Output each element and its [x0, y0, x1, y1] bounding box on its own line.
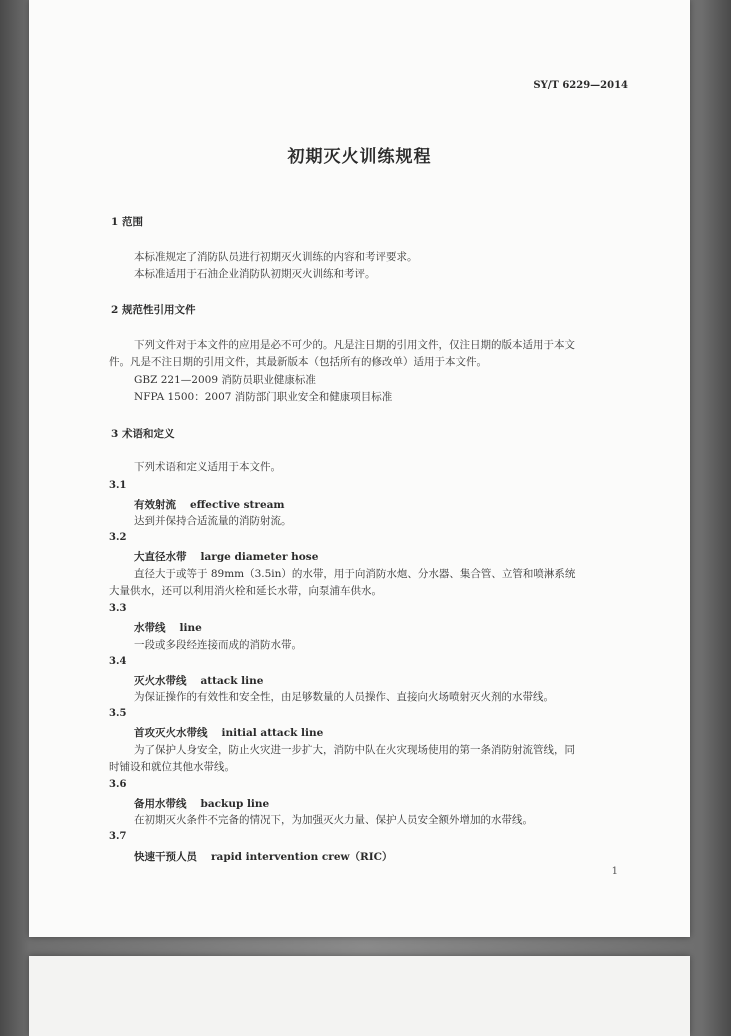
- section-heading-scope: 1 范围: [111, 216, 143, 228]
- scope-line-1: 本标准规定了消防队员进行初期灭火训练的内容和考评要求。: [134, 251, 418, 263]
- term-heading: [134, 796, 269, 811]
- term-heading: [134, 849, 393, 864]
- terms-intro: 下列术语和定义适用于本文件。: [134, 461, 281, 473]
- term-heading: [134, 497, 285, 512]
- term-definition-cont: 时铺设和就位其他水带线。: [109, 761, 235, 773]
- reference-item-1: GBZ 221—2009 消防员职业健康标准: [134, 374, 316, 386]
- term-en: rapid intervention crew（RIC）: [211, 851, 393, 863]
- term-zh: 灭火水带线: [134, 675, 187, 687]
- term-zh: 备用水带线: [134, 798, 187, 810]
- term-zh: 大直径水带: [134, 551, 187, 563]
- term-zh: 快速干预人员: [134, 851, 197, 863]
- references-intro-line-1: 下列文件对于本文件的应用是必不可少的。凡是注日期的引用文件，仅注日期的版本适用于本文: [134, 339, 575, 351]
- term-number: 3.6: [109, 779, 127, 790]
- term-en: line: [179, 622, 202, 634]
- term-heading: [134, 673, 263, 688]
- term-definition: 一段或多段经连接而成的消防水带。: [134, 639, 302, 651]
- term-definition: 为保证操作的有效性和安全性，由足够数量的人员操作、直接向火场喷射灭火剂的水带线。: [134, 691, 554, 703]
- term-number: 3.5: [109, 708, 127, 719]
- section-heading-terms: 3 术语和定义: [111, 428, 175, 440]
- term-number: 3.3: [109, 603, 127, 614]
- term-definition-cont: 大量供水，还可以利用消火栓和延长水带，向泵浦车供水。: [109, 585, 382, 597]
- standard-number: SY/T 6229—2014: [533, 80, 628, 91]
- term-definition: 达到并保持合适流量的消防射流。: [134, 515, 292, 527]
- page-number: 1: [611, 866, 618, 877]
- term-number: 3.7: [109, 831, 127, 842]
- section-heading-references: 2 规范性引用文件: [111, 304, 196, 316]
- term-number: 3.1: [109, 480, 127, 491]
- term-heading: [134, 549, 318, 564]
- term-definition: 为了保护人身安全，防止火灾进一步扩大，消防中队在火灾现场使用的第一条消防射流管线，同: [134, 744, 575, 756]
- document-page: [29, 0, 690, 937]
- document-title: 初期灭火训练规程: [287, 147, 432, 167]
- term-number: 3.2: [109, 532, 127, 543]
- term-zh: 有效射流: [134, 499, 176, 511]
- term-definition: 直径大于或等于 89mm（3.5in）的水带，用于向消防水炮、分水器、集合管、立管和喷淋系统: [134, 568, 576, 580]
- term-heading: [134, 725, 323, 740]
- term-en: initial attack line: [221, 727, 324, 739]
- next-page: [29, 956, 690, 1036]
- reference-item-2: NFPA 1500：2007 消防部门职业安全和健康项目标准: [134, 391, 393, 403]
- term-en: effective stream: [190, 499, 285, 511]
- term-en: large diameter hose: [200, 551, 319, 563]
- term-heading: [134, 620, 202, 635]
- term-en: attack line: [200, 675, 264, 687]
- references-intro-line-2: 件。凡是不注日期的引用文件，其最新版本（包括所有的修改单）适用于本文件。: [109, 356, 487, 368]
- term-zh: 水带线: [134, 622, 166, 634]
- scope-line-2: 本标准适用于石油企业消防队初期灭火训练和考评。: [134, 268, 376, 280]
- term-en: backup line: [200, 798, 270, 810]
- term-zh: 首攻灭火水带线: [134, 727, 208, 739]
- term-definition: 在初期灭火条件不完备的情况下，为加强灭火力量、保护人员安全额外增加的水带线。: [134, 814, 533, 826]
- term-number: 3.4: [109, 656, 127, 667]
